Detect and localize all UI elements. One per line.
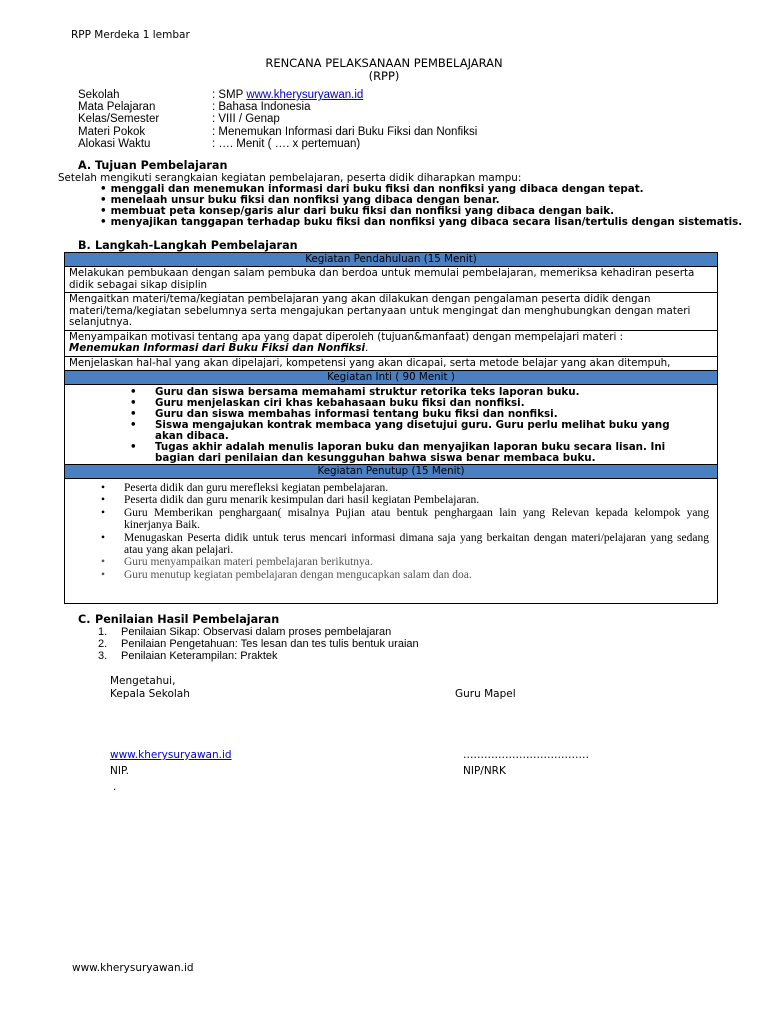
list-item <box>98 626 419 638</box>
section-letter: A. <box>78 159 92 172</box>
list-item <box>65 494 709 506</box>
learning-steps-table <box>64 252 718 604</box>
bullet-icon: • <box>130 397 137 409</box>
objectives-intro: Setelah mengikuti serangkaian kegiatan pembelajaran, peserta didik diharapkan mampu: <box>58 172 522 184</box>
document-header-label: RPP Merdeka 1 lembar <box>71 29 190 41</box>
identity-value <box>212 89 363 101</box>
identity-value-text: : SMP <box>212 89 247 101</box>
list-item: • membuat peta konsep/garis alur dari buku fiksi dan nonfiksi yang dibaca dengan baik. <box>100 206 742 217</box>
bullet-icon: • <box>130 408 137 420</box>
bullet-icon: • <box>130 441 137 453</box>
identity-value: : VIII / Genap <box>212 113 280 126</box>
list-item <box>65 482 709 494</box>
list-item-text: Guru menjelaskan ciri khas kebahasaan buku fiksi dan nonfiksi. <box>155 397 525 409</box>
signature-teacher-title: Guru Mapel <box>455 688 516 700</box>
document-subtitle: (RPP) <box>368 69 400 83</box>
table-row: Mengaitkan materi/tema/kegiatan pembelajaran yang akan dilakukan dengan pengalaman peserta didik dengan materi/tema/kegiatan sebelumnya serta mengajukan pertanyaan untuk mengingat dan menghubungkan dengan materi selanjutnya. <box>65 293 717 331</box>
list-item-text: Penilaian Sikap: Observasi dalam proses pembelajaran <box>121 626 392 638</box>
list-item-text: Guru menutup kegiatan pembelajaran dengan mengucapkan salam dan doa. <box>124 568 472 581</box>
bullet-icon: • <box>101 568 106 581</box>
list-item-text: Penilaian Pengetahuan: Tes lesan dan tes tulis bentuk uraian <box>121 638 419 651</box>
document-title: RENCANA PELAKSANAAN PEMBELAJARAN <box>265 56 503 70</box>
table-row: Melakukan pembukaan dengan salam pembuka dan berdoa untuk memulai pembelajaran, memeriksa kehadiran peserta didik sebagai sikap disiplin <box>65 267 717 293</box>
school-website-link[interactable]: www.kherysuryawan.id <box>246 89 364 101</box>
section-title: Penilaian Hasil Pembelajaran <box>95 613 280 626</box>
identity-row-kelas <box>78 113 477 125</box>
identity-row-alokasi <box>78 138 477 150</box>
inti-list <box>65 385 717 465</box>
objectives-list <box>100 184 742 228</box>
list-item-text: Menugaskan Peserta didik untuk terus mencari informasi dimana saja yang berkaitan dengan materi/pelajaran yang sedang atau yang akan pelajari. <box>124 531 709 557</box>
bullet-icon: • <box>101 494 106 507</box>
bullet-icon: • <box>101 531 106 544</box>
list-item-text: Guru Memberikan penghargaan( misalnya Pujian atau bentuk penghargaan lain yang Relevan kepada kelompok yang kinerjanya Baik. <box>124 506 709 532</box>
identity-row-sekolah <box>78 89 477 101</box>
signature-mengetahui: Mengetahui, <box>110 675 176 687</box>
list-item <box>98 638 419 650</box>
list-item <box>65 420 717 442</box>
list-item-text: Tugas akhir adalah menulis laporan buku dan menyajikan laporan buku secara lisan. Ini bagian dari penilaian dan kesungguhan bahwa siswa benar membaca buku. <box>155 441 666 464</box>
identity-value: : Bahasa Indonesia <box>212 101 311 114</box>
principal-name-link[interactable]: www.kherysuryawan.id <box>110 749 232 761</box>
bullet-icon: • <box>130 386 137 398</box>
list-item-text: Guru dan siswa membahas informasi tentang buku fiksi dan nonfiksi. <box>155 408 558 420</box>
assessment-list <box>98 626 419 663</box>
penutup-list <box>65 479 717 581</box>
list-item <box>98 650 419 662</box>
bullet-icon: • <box>101 556 106 569</box>
list-item <box>65 532 709 557</box>
list-item <box>65 556 709 568</box>
section-b-heading <box>78 239 298 252</box>
identity-value: : Menemukan Informasi dari Buku Fiksi dan Nonfiksi <box>212 125 478 138</box>
section-title: Langkah-Langkah Pembelajaran <box>95 239 298 252</box>
identity-row-materi <box>78 126 477 138</box>
identity-label: Kelas/Semester <box>78 113 160 126</box>
inti-header: Kegiatan Inti ( 90 Menit ) <box>65 371 717 385</box>
section-a-heading <box>78 159 227 172</box>
footer-website: www.kherysuryawan.id <box>72 962 194 974</box>
penutup-header: Kegiatan Penutup (15 Menit) <box>65 465 717 479</box>
list-item <box>65 507 709 532</box>
bullet-icon: • <box>130 419 137 431</box>
list-item: • menggali dan menemukan informasi dari buku fiksi dan nonfiksi yang dibaca dengan tepat. <box>100 184 742 195</box>
motivasi-text: Menyampaikan motivasi tentang apa yang dapat diperoleh (tujuan&manfaat) dengan mempelajari materi : <box>69 330 624 343</box>
list-item-text: Penilaian Keterampilan: Praktek <box>121 650 278 663</box>
teacher-name-placeholder: ……………………………… <box>463 749 589 761</box>
list-item-text: Peserta didik dan guru merefleksi kegiatan pembelajaran. <box>124 482 389 494</box>
motivasi-topic: Menemukan Informasi dari Buku Fiksi dan Nonfiksi <box>69 342 366 354</box>
list-item-text: Siswa mengajukan kontrak membaca yang disetujui guru. Guru perlu melihat buku yang akan dibaca. <box>155 419 670 442</box>
teacher-nip-nrk: NIP/NRK <box>463 765 506 777</box>
section-letter: B. <box>78 239 91 252</box>
section-letter: C. <box>78 613 91 626</box>
identity-label: Mata Pelajaran <box>78 101 156 114</box>
list-item <box>65 569 709 581</box>
identity-value: : …. Menit ( …. x pertemuan) <box>212 137 361 150</box>
identity-label: Alokasi Waktu <box>78 137 151 150</box>
identity-label: Sekolah <box>78 89 120 101</box>
list-item-text: Guru menyampaikan materi pembelajaran berikutnya. <box>124 556 373 569</box>
list-item: • menyajikan tanggapan terhadap buku fiksi dan nonfiksi yang dibaca secara lisan/tertulis dengan sistematis. <box>100 217 742 228</box>
list-item-text: Guru dan siswa bersama memahami struktur retorika teks laporan buku. <box>155 386 580 398</box>
item-number: 1. <box>98 626 108 638</box>
pendahuluan-header: Kegiatan Pendahuluan (15 Menit) <box>65 253 717 267</box>
stray-dot: . <box>113 781 117 793</box>
signature-principal-title: Kepala Sekolah <box>110 688 190 700</box>
item-number: 2. <box>98 638 108 651</box>
list-item <box>65 442 717 464</box>
list-item: • menelaah unsur buku fiksi dan nonfiksi yang dibaca dengan benar. <box>100 195 742 206</box>
bullet-icon: • <box>101 506 106 519</box>
principal-nip: NIP. <box>110 765 129 777</box>
period: . <box>365 342 369 354</box>
identity-block <box>78 89 477 150</box>
table-row: Menjelaskan hal-hal yang akan dipelajari, kompetensi yang akan dicapai, serta metode belajar yang akan ditempuh, <box>65 357 717 372</box>
list-item-text: Peserta didik dan guru menarik kesimpulan dari hasil kegiatan Pembelajaran. <box>124 494 480 507</box>
bullet-icon: • <box>101 482 106 494</box>
section-title: Tujuan Pembelajaran <box>95 159 228 172</box>
table-row <box>65 331 717 357</box>
identity-label: Materi Pokok <box>78 125 146 138</box>
identity-row-mapel <box>78 101 477 113</box>
section-c-heading <box>78 613 279 626</box>
item-number: 3. <box>98 650 108 663</box>
